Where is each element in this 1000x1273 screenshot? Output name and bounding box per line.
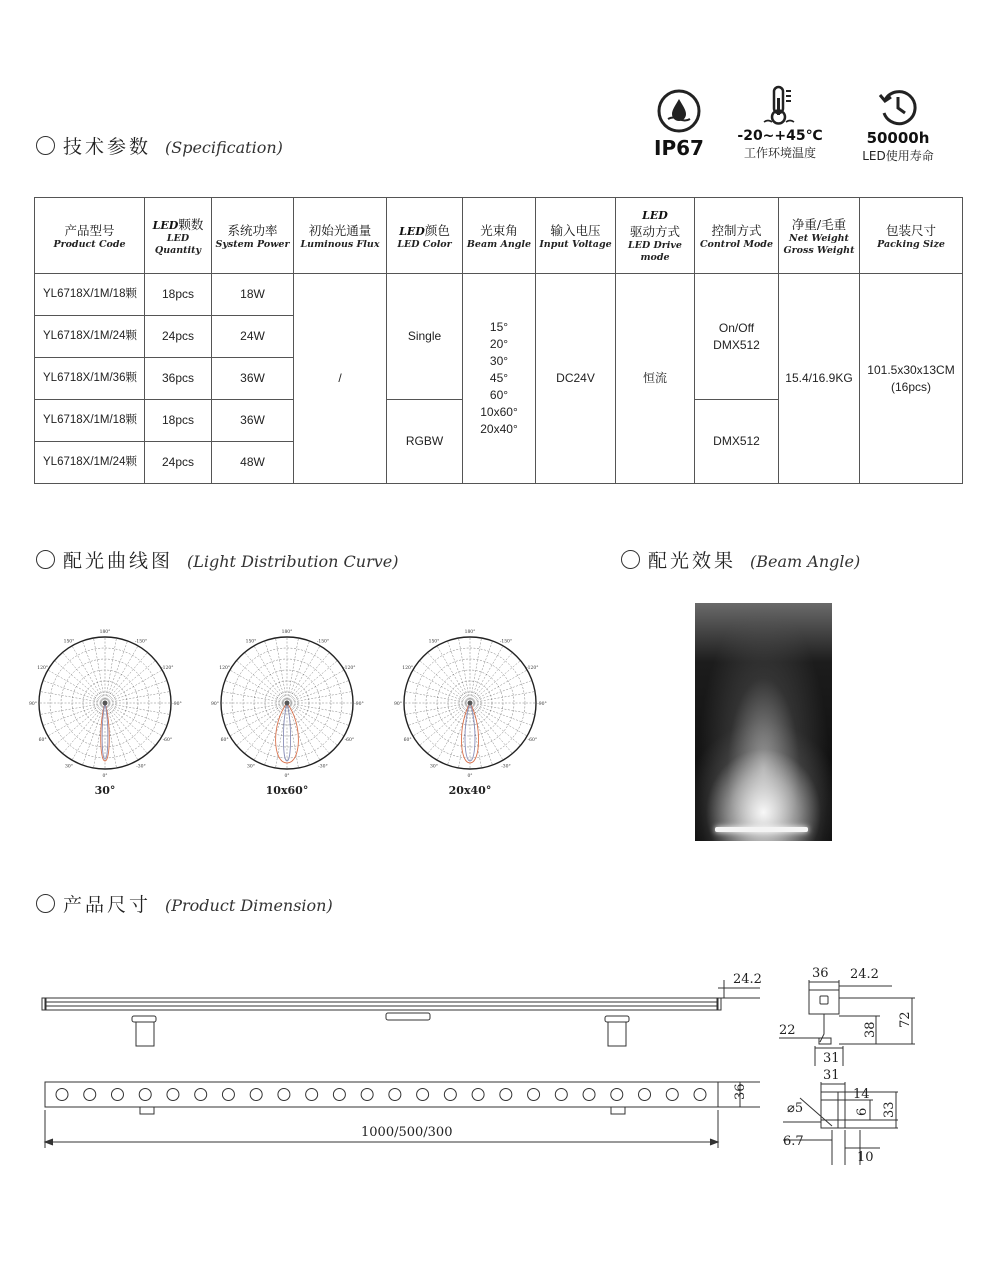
led-hole (195, 1089, 207, 1101)
polar-center (468, 701, 473, 706)
polar-tick-label: -120° (343, 666, 356, 671)
cell-led-quantity: 18pcs (145, 274, 212, 316)
dim-end-width2: 14 (853, 1087, 870, 1102)
beam-title-en: (Beam Angle) (750, 552, 861, 571)
cell-led-quantity: 36pcs (145, 358, 212, 400)
polar-tick-label: 30° (430, 764, 438, 770)
polar-chart-30 (30, 628, 180, 797)
cell-control-single: On/Off DMX512 (695, 274, 779, 400)
spec-title-zh: 技术参数 (63, 136, 152, 158)
polar-label-30: 30° (94, 784, 116, 797)
led-hole (250, 1089, 262, 1101)
polar-chart-10x60 (212, 628, 362, 797)
cell-led-quantity: 18pcs (145, 400, 212, 442)
polar-tick-label: -150° (316, 639, 330, 645)
polar-diagram-10x60 (212, 628, 362, 778)
header-beam-angle: 光束角 Beam Angle (463, 198, 536, 274)
led-hole (361, 1089, 373, 1101)
cell-system-power: 48W (212, 442, 294, 484)
led-hole (444, 1089, 456, 1101)
polar-tick-label: -60° (162, 738, 173, 743)
header-system-power: 系统功率 System Power (212, 198, 294, 274)
temperature-range: -20~+45℃ (737, 128, 823, 144)
cell-product-code: YL6718X/1M/24颗 (35, 442, 145, 484)
polar-tick-label: 90° (211, 702, 219, 707)
cell-product-code: YL6718X/1M/18颗 (35, 400, 145, 442)
cell-system-power: 24W (212, 316, 294, 358)
led-hole (639, 1089, 651, 1101)
polar-tick-label: -30° (501, 764, 511, 770)
cell-product-code: YL6718X/1M/24颗 (35, 316, 145, 358)
polar-tick-label: -120° (161, 666, 174, 671)
beam-section-title (621, 546, 860, 573)
lifespan-label: LED使用寿命 (862, 149, 934, 163)
ip-rating: IP67 (654, 136, 704, 160)
ip67-badge (650, 88, 708, 160)
circle-bullet-icon (36, 136, 55, 155)
polar-tick-label: -120° (526, 666, 539, 671)
dimension-title-en: (Product Dimension) (165, 896, 333, 915)
header-drive-mode: LED 驱动方式 LED Drive mode (616, 198, 695, 274)
polar-center (285, 701, 290, 706)
header-product-code: 产品型号 Product Code (35, 198, 145, 274)
polar-tick-label: 150° (63, 639, 75, 645)
polar-tick-label: -90° (354, 702, 364, 707)
polar-tick-label: 90° (394, 702, 402, 707)
cell-beam-angles: 15° 20° 30° 45° 60° 10x60° 20x40° (463, 274, 536, 484)
circle-bullet-icon (36, 550, 55, 569)
polar-label-20x40: 20x40° (448, 784, 492, 797)
polar-tick-label: 0° (467, 774, 473, 779)
dim-end-width: 31 (823, 1068, 840, 1083)
temperature-badge (730, 84, 830, 161)
header-weight: 净重/毛重 Net Weight Gross Weight (779, 198, 860, 274)
dim-side-width: 36 (812, 966, 829, 981)
header-luminous-flux: 初始光通量 Luminous Flux (294, 198, 387, 274)
lifespan-badge (850, 86, 946, 164)
polar-tick-label: 90° (29, 702, 37, 707)
cell-input-voltage: DC24V (536, 274, 616, 484)
led-hole (417, 1089, 429, 1101)
water-drop-icon (656, 88, 702, 134)
led-hole (666, 1089, 678, 1101)
curve-title-zh: 配光曲线图 (63, 550, 174, 572)
curve-title-en: (Light Distribution Curve) (187, 552, 399, 571)
polar-tick-label: 60° (220, 738, 229, 743)
dim-length: 1000/500/300 (361, 1125, 453, 1140)
polar-tick-label: -90° (172, 702, 182, 707)
polar-tick-label: 0° (284, 774, 290, 779)
side-view-body (809, 990, 839, 1014)
circle-bullet-icon (36, 894, 55, 913)
polar-tick-label: 180° (281, 630, 293, 635)
polar-tick-label: 150° (428, 639, 440, 645)
thermometer-icon (760, 84, 800, 126)
table-header-row (35, 198, 963, 274)
header-led-color: LED颜色 LED Color (387, 198, 463, 274)
polar-tick-label: 180° (464, 630, 476, 635)
polar-tick-label: 0° (102, 774, 108, 779)
cell-product-code: YL6718X/1M/18颗 (35, 274, 145, 316)
polar-center (103, 701, 108, 706)
led-hole (56, 1089, 68, 1101)
front-view-body (45, 998, 718, 1010)
header-input-voltage: 输入电压 Input Voltage (536, 198, 616, 274)
polar-tick-label: 30° (65, 764, 73, 770)
header-led-quantity: LED颗数 LED Quantity (145, 198, 212, 274)
dim-side-bracket: 22 (779, 1023, 796, 1038)
spec-title-en: (Specification) (165, 138, 283, 157)
polar-tick-label: 60° (403, 738, 412, 743)
table-row (35, 274, 963, 316)
polar-label-10x60: 10x60° (265, 784, 309, 797)
polar-tick-label: -150° (134, 639, 148, 645)
cell-packing-size: 101.5x30x13CM (16pcs) (860, 274, 963, 484)
led-hole (583, 1089, 595, 1101)
cell-color-single: Single (387, 274, 463, 400)
cell-led-quantity: 24pcs (145, 316, 212, 358)
cell-led-quantity: 24pcs (145, 442, 212, 484)
clock-history-icon (877, 86, 919, 128)
led-hole (306, 1089, 318, 1101)
polar-tick-label: 180° (99, 630, 111, 635)
dim-end-h1: 6 (855, 1107, 870, 1116)
curve-section-title (36, 546, 398, 573)
dim-side-bracket-height: 38 (863, 1021, 878, 1038)
polar-tick-label: -90° (537, 702, 547, 707)
dim-end-h2: 33 (882, 1101, 897, 1118)
cell-system-power: 36W (212, 358, 294, 400)
led-hole (333, 1089, 345, 1101)
polar-tick-label: 120° (402, 666, 414, 671)
led-hole (528, 1089, 540, 1101)
led-strip (715, 827, 808, 832)
beam-title-zh: 配光效果 (648, 550, 737, 572)
polar-chart-20x40 (395, 628, 545, 797)
polar-tick-label: -60° (344, 738, 355, 743)
spec-section-title (36, 132, 283, 159)
circle-bullet-icon (621, 550, 640, 569)
led-hole (389, 1089, 401, 1101)
dim-top-height: 36 (733, 1083, 748, 1100)
led-hole-row (56, 1089, 706, 1101)
led-hole (611, 1089, 623, 1101)
led-hole (472, 1089, 484, 1101)
polar-tick-label: 30° (247, 764, 255, 770)
cell-color-rgbw: RGBW (387, 400, 463, 484)
led-hole (84, 1089, 96, 1101)
cell-product-code: YL6718X/1M/36颗 (35, 358, 145, 400)
dim-side-base: 31 (823, 1051, 840, 1066)
cell-luminous-flux: / (294, 274, 387, 484)
polar-tick-label: 150° (245, 639, 257, 645)
end-view-body (821, 1092, 845, 1128)
polar-diagram-20x40 (395, 628, 545, 778)
polar-diagram-30 (30, 628, 180, 778)
polar-tick-label: -30° (136, 764, 146, 770)
led-hole (555, 1089, 567, 1101)
led-hole (139, 1089, 151, 1101)
header-packing-size: 包装尺寸 Packing Size (860, 198, 963, 274)
cell-system-power: 36W (212, 400, 294, 442)
led-hole (167, 1089, 179, 1101)
header-control-mode: 控制方式 Control Mode (695, 198, 779, 274)
dim-side-height: 24.2 (850, 967, 879, 982)
cell-control-rgbw: DMX512 (695, 400, 779, 484)
polar-tick-label: -150° (499, 639, 513, 645)
temperature-label: 工作环境温度 (743, 146, 816, 160)
dim-front-height: 24.2 (733, 972, 762, 987)
dim-end-hole: ⌀5 (787, 1101, 804, 1116)
dim-end-offset: 6.7 (783, 1134, 804, 1149)
led-hole (694, 1089, 706, 1101)
polar-tick-label: 60° (38, 738, 47, 743)
lifespan-value: 50000h (866, 129, 930, 147)
cell-drive-mode: 恒流 (616, 274, 695, 484)
dim-side-total: 72 (898, 1011, 913, 1028)
polar-tick-label: -30° (318, 764, 328, 770)
beam-effect-photo (695, 603, 832, 841)
cell-weight: 15.4/16.9KG (779, 274, 860, 484)
led-hole (278, 1089, 290, 1101)
led-hole (500, 1089, 512, 1101)
polar-tick-label: 120° (219, 666, 231, 671)
led-hole (222, 1089, 234, 1101)
dimension-title-zh: 产品尺寸 (63, 894, 152, 916)
spec-table (34, 197, 963, 484)
dimension-section-title (36, 890, 333, 917)
led-hole (111, 1089, 123, 1101)
polar-tick-label: -60° (527, 738, 538, 743)
cell-system-power: 18W (212, 274, 294, 316)
polar-tick-label: 120° (37, 666, 49, 671)
dimension-drawing (0, 950, 1000, 1180)
dim-end-base: 10 (857, 1150, 874, 1165)
